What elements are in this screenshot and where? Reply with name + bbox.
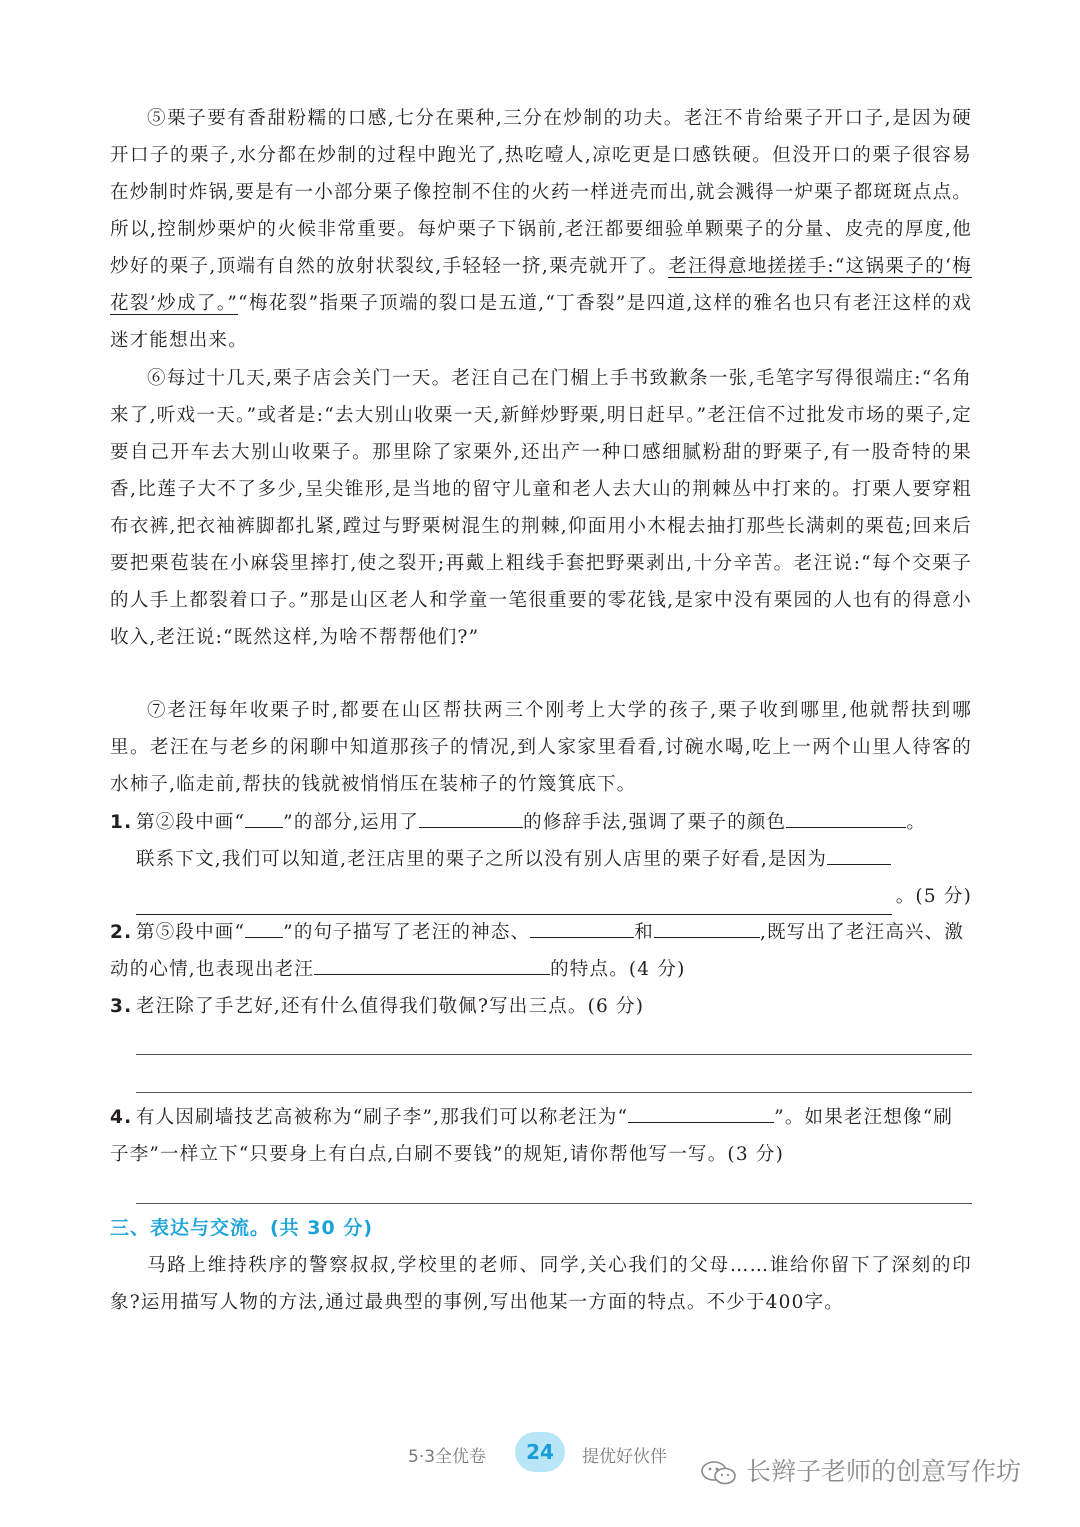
question-number: 1. <box>110 812 133 833</box>
q1-blank-color[interactable] <box>786 807 906 828</box>
page-number-badge: 24 <box>515 1432 565 1472</box>
footer-brand: 5·3全优卷 <box>408 1447 487 1467</box>
q1-blank-rhetoric[interactable] <box>419 807 523 828</box>
watermark-text: 长辫子老师的创意写作坊 <box>746 1457 1022 1486</box>
q1-score: 。(5 分) <box>895 886 972 907</box>
q1-text-e: 联系下文,我们可以知道,老汪店里的栗子之所以没有别人店里的栗子好看,是因为 <box>136 849 828 870</box>
q1-blank-reason-cont[interactable] <box>136 894 892 915</box>
underlined-sentence: 老汪得意地搓搓手:“这锅栗子的‘梅花裂’炒成了。” <box>110 256 972 314</box>
question-4 <box>110 1099 972 1173</box>
q1-line-3 <box>110 878 972 915</box>
q4-answer-line[interactable] <box>136 1203 972 1204</box>
q2-text-c: 和 <box>634 922 654 943</box>
question-number: 4. <box>110 1107 133 1128</box>
q4-blank-nickname[interactable] <box>628 1102 774 1123</box>
paragraph-5 <box>110 100 972 359</box>
q3-answer-line-1[interactable] <box>136 1054 972 1055</box>
q2-text-a: 第⑤段中画“ <box>136 922 246 943</box>
q1-line-2 <box>110 841 972 878</box>
question-number: 2. <box>110 922 133 943</box>
paragraph-5-text: ⑤栗子要有香甜粉糯的口感,七分在栗种,三分在炒制的功夫。老汪不肯给栗子开口子,是因为硬开口子的栗子,水分都在炒制的过程中跑光了,热吃噎人,凉吃更是口感铁硬。但没开口的栗子很容易在炒制时炸锅,要是有一小部分栗子像控制不住的火药一样迸壳而出,就会溅得一炉栗子都斑斑点点。所以,控制炒栗炉的火候非常重要。每炉栗子下锅前,老汪都要细验单颗栗子的分量、皮壳的厚度,他炒好的栗子,顶端有自然的放射状裂纹,手轻轻一挤,栗壳就开了。 <box>110 108 972 277</box>
watermark <box>700 1452 1021 1488</box>
question-number: 3. <box>110 996 133 1017</box>
footer-slogan: 提优好伙伴 <box>582 1447 667 1467</box>
question-2 <box>110 914 972 988</box>
underline-mark-sample <box>245 921 283 938</box>
q3-answer-line-2[interactable] <box>136 1092 972 1093</box>
q4-text-b: ”。如果老汪想像“刷子李”一样立下“只要身上有白点,白刷不要钱”的规矩,请你帮他写一写。(3 分) <box>110 1107 954 1165</box>
section-3-prompt: 马路上维持秩序的警察叔叔,学校里的老师、同学,关心我们的父母……谁给你留下了深刻的印象?运用描写人物的方法,通过最典型的事例,写出他某一方面的特点。不少于400字。 <box>110 1255 972 1313</box>
wechat-icon <box>700 1460 738 1486</box>
q1-text-d: 。 <box>906 812 927 833</box>
q1-blank-reason[interactable] <box>827 844 891 865</box>
q1-text-a: 第②段中画“ <box>136 812 246 833</box>
paragraph-6: ⑥每过十几天,栗子店会关门一天。老汪自己在门楣上手书致歉条一张,毛笔字写得很端庄:“名角来了,听戏一天。”或者是:“去大别山收栗一天,新鲜炒野栗,明日赶早。”老汪信不过批发市场的栗子,定要自己开车去大别山收栗子。那里除了家栗外,还出产一种口感细腻粉甜的野栗子,有一股奇特的果香,比莲子大不了多少,呈尖锥形,是当地的留守儿童和老人去大山的荆棘丛中打来的。打栗人要穿粗布衣裤,把衣袖裤脚都扎紧,蹚过与野栗树混生的荆棘,仰面用小木棍去抽打那些长满刺的栗苞;回来后要把栗苞装在小麻袋里摔打,使之裂开;再戴上粗线手套把野栗剥出,十分辛苦。老汪说:“每个交栗子的人手上都裂着口子。”那是山区老人和学童一笔很重要的零花钱,是家中没有栗园的人也有的得意小收入,老汪说:“既然这样,为啥不帮帮他们?” <box>110 368 972 648</box>
q2-blank-3[interactable] <box>314 954 550 975</box>
question-3 <box>110 988 972 1025</box>
q1-text-c: 的修辞手法,强调了栗子的颜色 <box>523 812 787 833</box>
question-1 <box>110 804 972 915</box>
q4-text-a: 有人因刷墙技艺高被称为“刷子李”,那我们可以称老汪为“ <box>136 1107 629 1128</box>
q2-text-d: ,既写出了老汪高兴、激动的心情,也表现出老汪 <box>110 922 965 980</box>
paragraph-5-text-end: “梅花裂”指栗子顶端的裂口是五道,“丁香裂”是四道,这样的雅名也只有老汪这样的戏迷才能想出来。 <box>110 293 972 351</box>
q2-text-e: 的特点。(4 分) <box>550 959 686 980</box>
paragraph-7: ⑦老汪每年收栗子时,都要在山区帮扶两三个刚考上大学的孩子,栗子收到哪里,他就帮扶到哪里。老汪在与老乡的闲聊中知道那孩子的情况,到人家家里看看,讨碗水喝,吃上一两个山里人待客的水柿子,临走前,帮扶的钱就被悄悄压在装柿子的竹篾箕底下。 <box>110 700 972 795</box>
q1-text-b: ”的部分,运用了 <box>283 812 420 833</box>
underline-mark-sample <box>245 811 283 828</box>
q3-text: 老汪除了手艺好,还有什么值得我们敬佩?写出三点。(6 分) <box>136 996 645 1017</box>
section-3-title: 三、表达与交流。(共 30 分) <box>110 1217 374 1239</box>
q2-blank-1[interactable] <box>530 917 634 938</box>
q2-blank-2[interactable] <box>654 917 760 938</box>
q2-text-b: ”的句子描写了老汪的神态、 <box>283 922 531 943</box>
